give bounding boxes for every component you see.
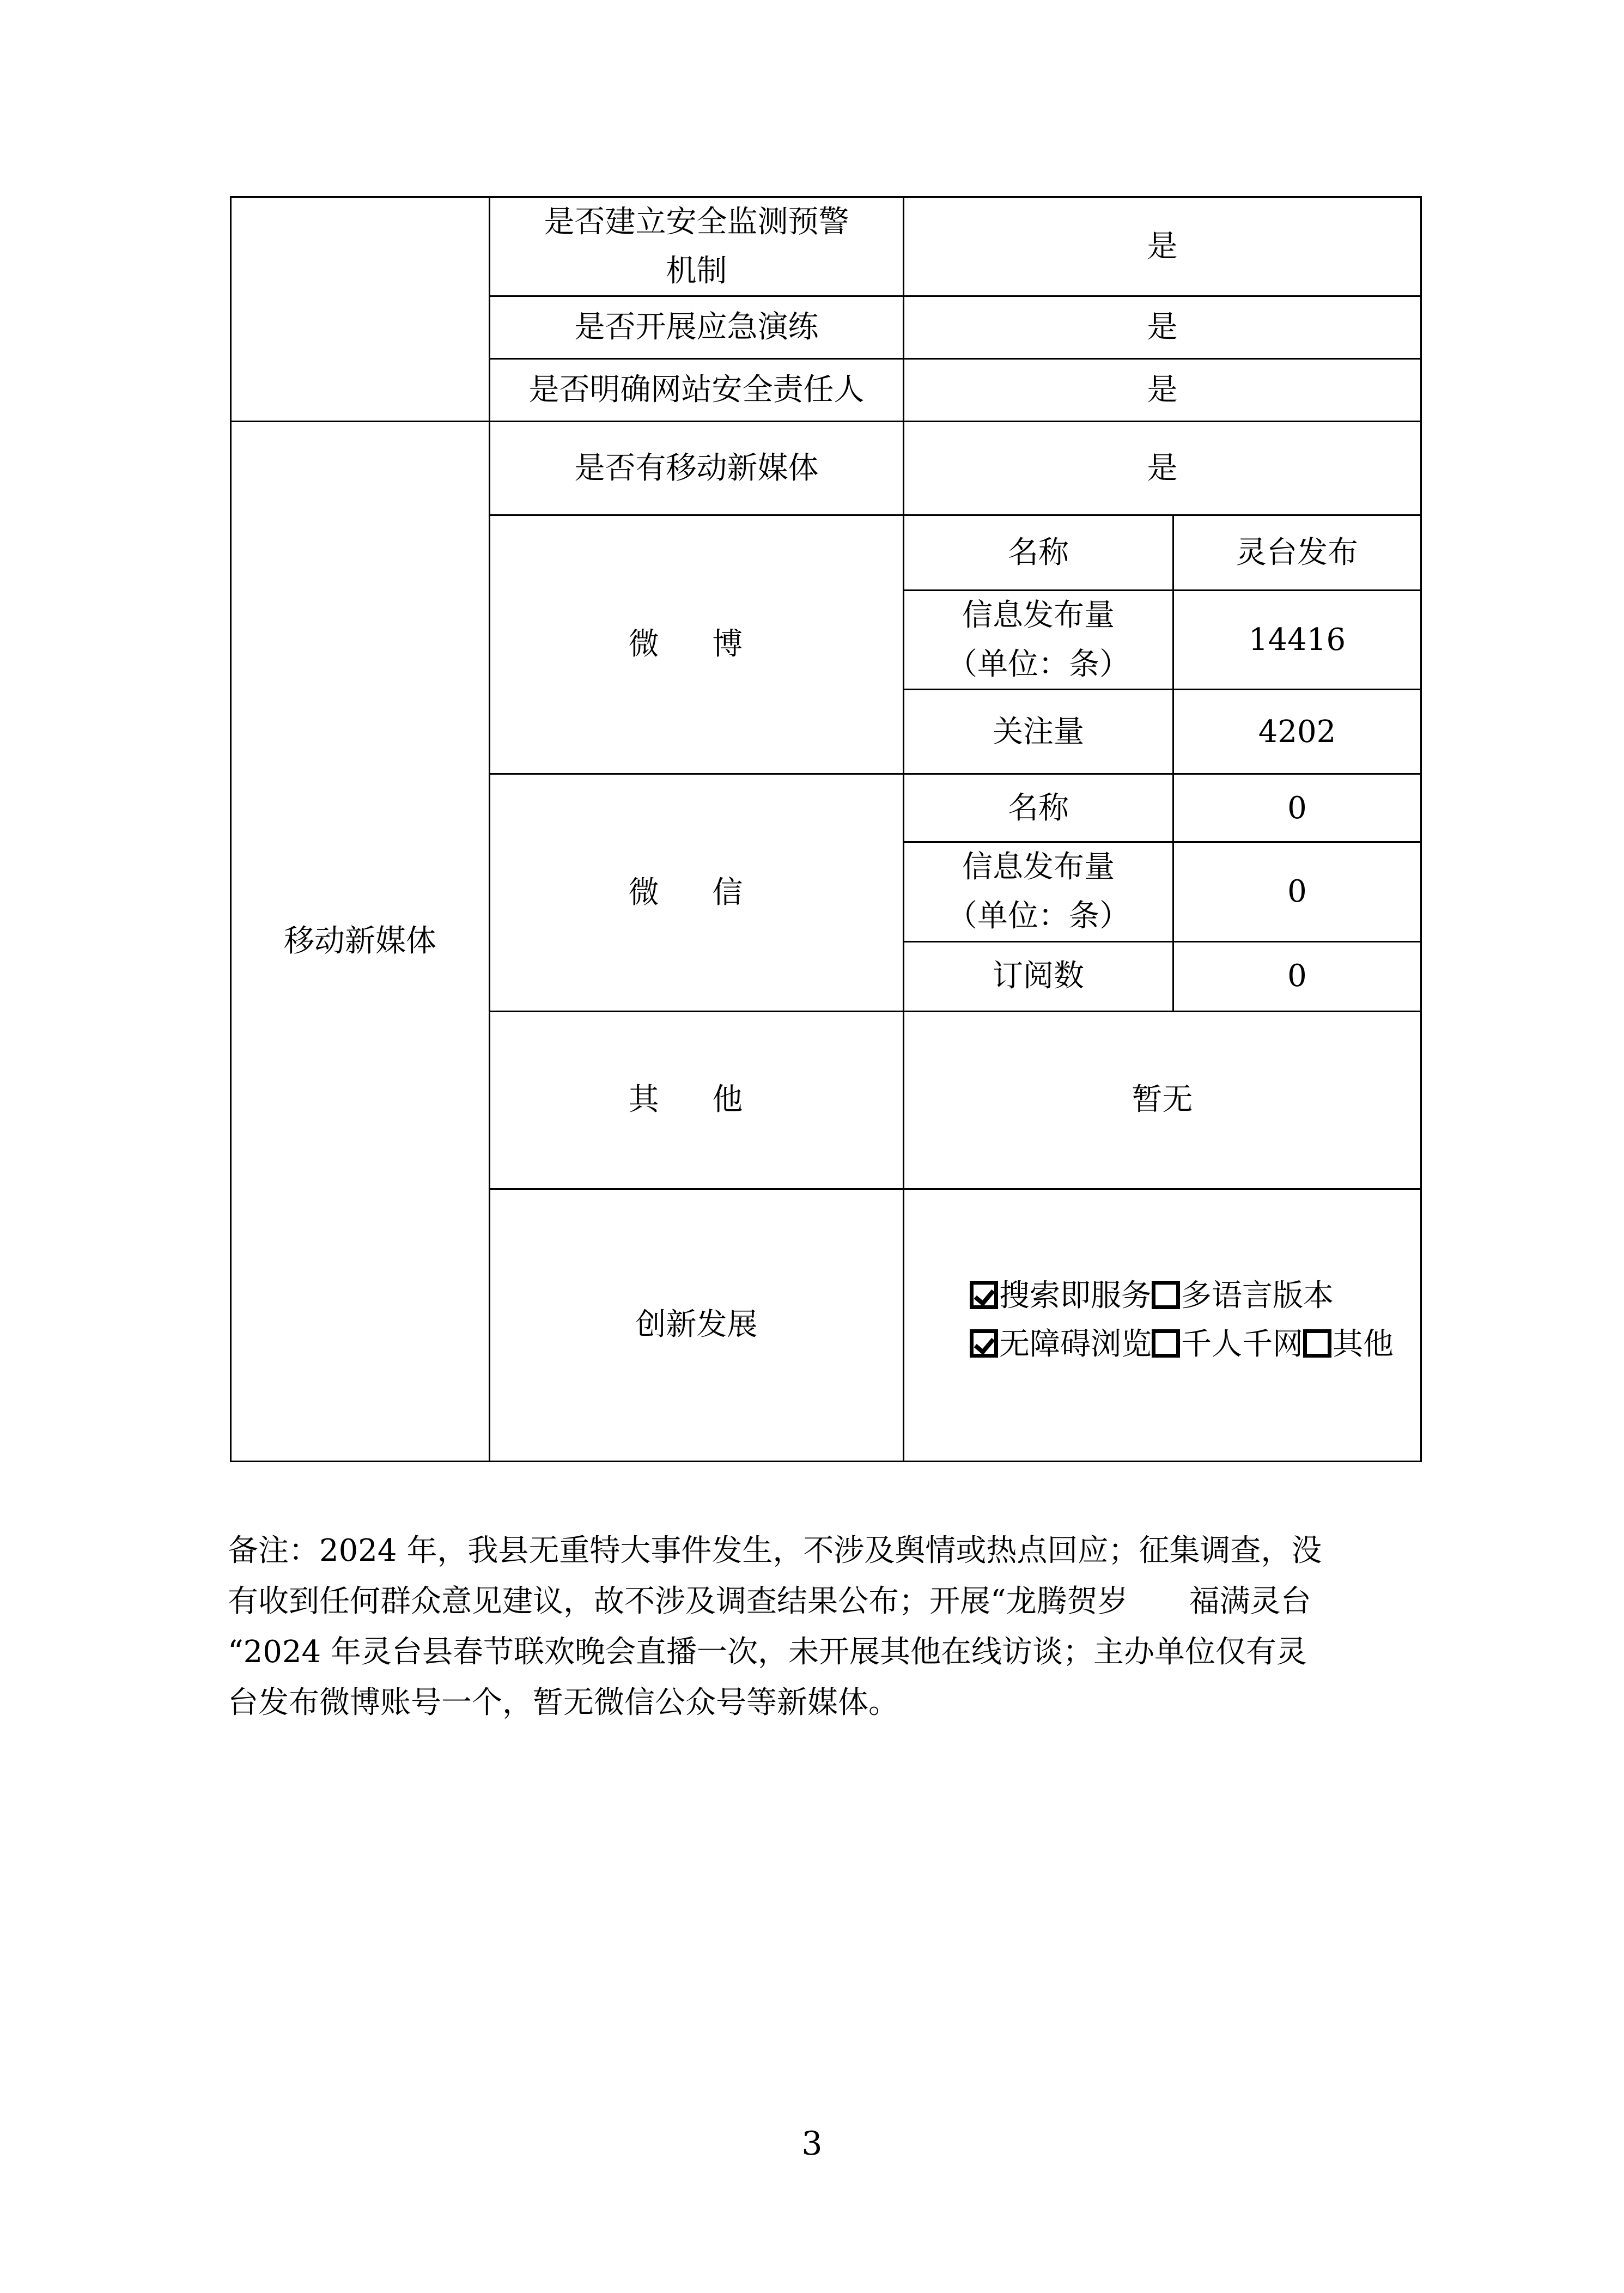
innovation-options [904, 1189, 1421, 1461]
checkbox-checked-icon [970, 1329, 998, 1358]
option-accessibility: 无障碍浏览 [970, 1327, 1152, 1362]
checkbox-empty-icon [1303, 1329, 1331, 1358]
weibo-name-value: 灵台发布 [1173, 515, 1421, 591]
emergency-drill-label: 是否开展应急演练 [490, 296, 904, 359]
innovation-label: 创新发展 [490, 1189, 904, 1461]
emergency-drill-value: 是 [904, 296, 1421, 359]
wechat-posts-label: 信息发布量 （单位：条） [904, 842, 1173, 941]
weibo-posts-label: 信息发布量 （单位：条） [904, 591, 1173, 690]
security-officer-value: 是 [904, 359, 1421, 422]
has-new-media-value: 是 [904, 422, 1421, 515]
weibo-followers-value: 4202 [1173, 690, 1421, 774]
option-multilingual: 多语言版本 [1152, 1278, 1334, 1313]
wechat-posts-value: 0 [1173, 842, 1421, 941]
page-number: 3 [801, 2125, 823, 2163]
security-section-cell [231, 197, 490, 422]
weibo-followers-label: 关注量 [904, 690, 1173, 774]
checkbox-empty-icon [1152, 1329, 1180, 1358]
weibo-name-label: 名称 [904, 515, 1173, 591]
other-media-label: 其 他 [490, 1011, 904, 1189]
security-monitoring-label: 是否建立安全监测预警 机制 [490, 197, 904, 296]
wechat-subscribers-value: 0 [1173, 941, 1421, 1011]
has-new-media-label: 是否有移动新媒体 [490, 422, 904, 515]
remark-line: “2024 年灵台县春节联欢晚会直播一次，未开展其他在线访谈；主办单位仅有灵 [228, 1634, 1307, 1670]
option-search-as-service: 搜索即服务 [970, 1278, 1152, 1313]
wechat-name-label: 名称 [904, 774, 1173, 842]
checkbox-empty-icon [1152, 1281, 1180, 1309]
wechat-name-value: 0 [1173, 774, 1421, 842]
remark-paragraph [228, 1525, 1421, 1728]
other-media-value: 暂无 [904, 1011, 1421, 1189]
security-monitoring-value: 是 [904, 197, 1421, 296]
wechat-subscribers-label: 订阅数 [904, 941, 1173, 1011]
remark-line: 台发布微博账号一个，暂无微信公众号等新媒体。 [228, 1685, 899, 1720]
security-officer-label: 是否明确网站安全责任人 [490, 359, 904, 422]
checkbox-checked-icon [970, 1281, 998, 1309]
wechat-label: 微 信 [490, 774, 904, 1011]
remark-line: 备注：2024 年，我县无重特大事件发生，不涉及舆情或热点回应；征集调查，没 [228, 1533, 1322, 1568]
report-table [230, 196, 1422, 1462]
remark-line: 有收到任何群众意见建议，故不涉及调查结果公布；开展“龙腾贺岁 福满灵台 [228, 1584, 1311, 1619]
new-media-section-label: 移动新媒体 [231, 422, 490, 1461]
option-personalized: 千人千网 [1152, 1327, 1303, 1362]
weibo-label: 微 博 [490, 515, 904, 774]
option-other: 其他 [1303, 1327, 1394, 1362]
weibo-posts-value: 14416 [1173, 591, 1421, 690]
